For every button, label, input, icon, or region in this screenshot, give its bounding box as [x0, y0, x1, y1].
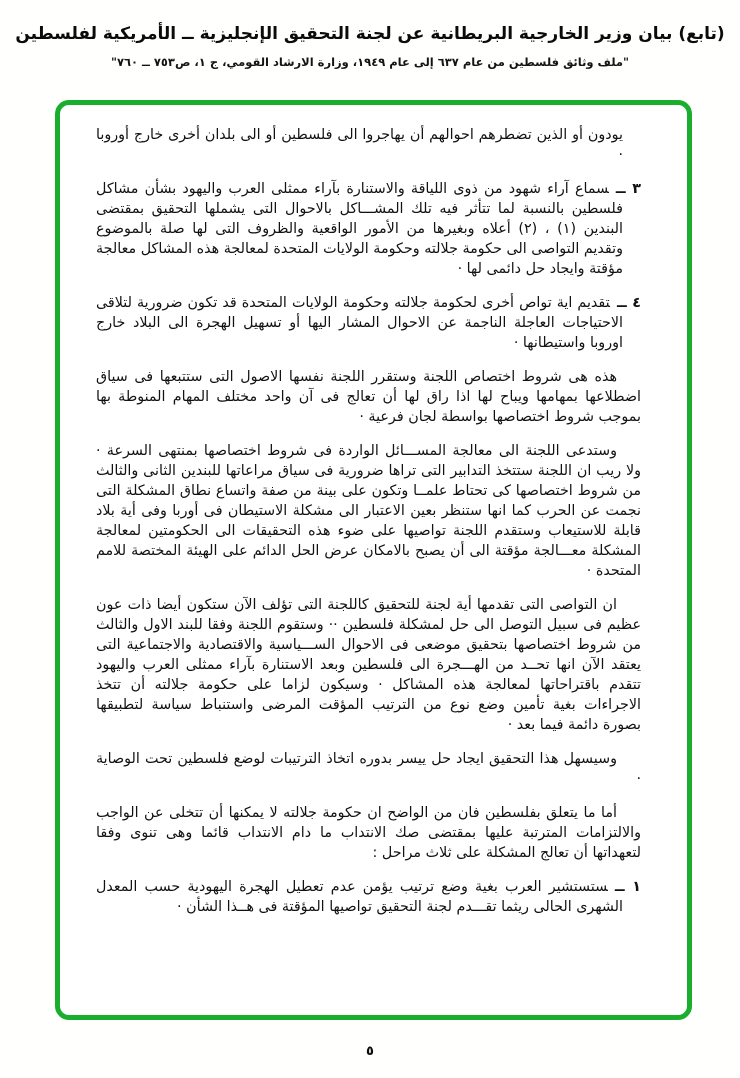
- document-body-frame: [55, 100, 692, 1020]
- paragraph-continuation: يودون أو الذين تضطرهم احوالهم أن يهاجروا الى فلسطين أو الى بلدان أخرى خارج أوروبا ·: [96, 127, 623, 163]
- item-text: تقديم اية تواص أخرى لحكومة جلالته وحكومة الولايات المتحدة قد تكون ضرورية لتلاقى الاحتياجات العاجلة الناجمة عن الاحوال المشار اليها أو تسهيل الهجرة الى البلاد خارج اوروبا واستيطانها ·: [96, 295, 623, 351]
- paragraph: وستدعى اللجنة الى معالجة المســـائل الواردة فى شروط اختصاصها بمنتهى السرعة · ولا ريب ان اللجنة ستتخذ التدابير التى تراها ضرورية فى سياق مراعاتها للبندين الثانى والثالث من شروط اختصاصها كى تحتاط علمــا وتكون على بينة من صفة واتساع نطاق المشكلة التى نجمت عن الحرب كما انها ستنظر بعين الاعتبار الى مشكلة الاستيطان فى أوربا وفى أية بلاد قابلة للاستيعاب وستقدم اللجنة تواصيها على ضوء هذه التحقيقات الى الحكومتين لمعالجة المشكلة معـــالجة مؤقتة الى أن يصبح بالامكان عرض الحل الدائم على الهيئة المختصة للامم المتحدة ·: [96, 443, 641, 579]
- paragraph: ان التواصى التى تقدمها أية لجنة للتحقيق كاللجنة التى تؤلف الآن ستكون أيضا ذات عون عظيم فى سبيل التوصل الى حل لمشكلة فلسطين ·· وستقوم اللجنة وفقا للبند الاول والثالث من شروط اختصاصها بتحقيق موضعى فى الاحوال الســـياسية والاقتصادية والاجتماعية التى يعتقد الآن انها تحــد من الهـــجرة الى فلسطين وبعد الاستنارة بآراء ممثلى العرب واليهود تتقدم باقتراحاتها لمعالجة هذه المشاكل · وسيكون لزاما على حكومة جلالته أن تتخذ الاجراءات بغية تأمين وضع نوع من الترتيب المؤقت المرضى واستنباط سياسة لتطبيقها بصورة دائمة فيما بعد ·: [96, 597, 641, 733]
- document-source-citation: "ملف وثائق فلسطين من عام ٦٣٧ إلى عام ١٩٤٩، وزارة الارشاد القومي، ج ١، ص٧٥٣ ــ ٧٦٠": [110, 55, 630, 69]
- numbered-item-1: [96, 877, 641, 917]
- page-number: ٥: [366, 1044, 374, 1059]
- paragraph: وسيسهل هذا التحقيق ايجاد حل ييسر بدوره اتخاذ الترتيبات لوضع فلسطين تحت الوصاية ·: [96, 751, 641, 787]
- item-marker: ١ ــ: [614, 879, 641, 895]
- paragraph: أما ما يتعلق بفلسطين فان من الواضح ان حكومة جلالته لا يمكنها أن تتخلى عن الواجب والالتزامات المترتبة عليها بمقتضى صك الانتداب ما دام الانتداب قائما وهى تنوى وفقا لتعهداتها أن تعالج المشكلة على ثلاث مراحل :: [96, 805, 641, 861]
- paragraph: هذه هى شروط اختصاص اللجنة وستقرر اللجنة نفسها الاصول التى ستتبعها فى سياق اضطلاعها بمهامها ويباح لها اذا راق لها أن تعالج فى آن واحد مختلف المهام المنوطة بها بموجب شروط اختصاصها بواسطة لجان فرعية ·: [96, 369, 641, 425]
- numbered-item-4: [96, 293, 641, 353]
- item-marker: ٣ ــ: [615, 181, 641, 197]
- item-text: سماع آراء شهود من ذوى اللياقة والاستنارة بآراء ممثلى العرب واليهود بشأن مشاكل فلسطين بالنسبة لما تتأثر فيه تلك المشـــاكل بالاحوال التى يشملها التحقيق بمقتضى البندين (١) ، (٢) أعلاه وبغيرها من الأمور الواقعية والظروف التى لها صلة بالموضوع وتقديم التواصى الى حكومة جلالته وحكومة الولايات المتحدة لمعالجة هذه المشاكل معالجة مؤقتة وايجاد حل دائمى لها ·: [96, 181, 623, 277]
- item-marker: ٤ ــ: [616, 295, 641, 311]
- item-text: ستستشير العرب بغية وضع ترتيب يؤمن عدم تعطيل الهجرة اليهودية حسب المعدل الشهرى الحالى ريثما تقـــدم لجنة التحقيق تواصيها المؤقتة فى هــذا الشأن ·: [96, 879, 623, 915]
- document-title: (تابع) بيان وزير الخارجية البريطانية عن لجنة التحقيق الإنجليزية ــ الأمريكية لفلسطين: [15, 24, 725, 44]
- numbered-item-3: [96, 179, 641, 279]
- page-header: [0, 0, 740, 69]
